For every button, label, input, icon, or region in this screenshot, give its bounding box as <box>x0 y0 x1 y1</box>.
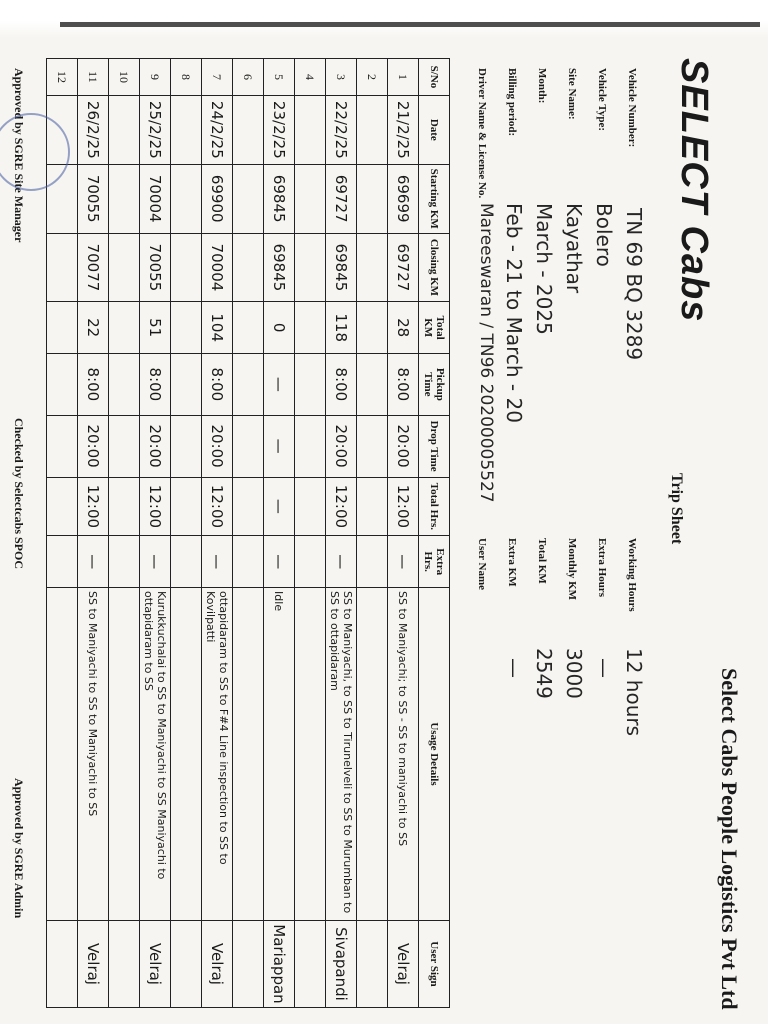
table-cell: 22/2/25 <box>326 95 357 164</box>
monthly-km-label: Monthly KM <box>566 538 578 601</box>
table-cell: 2 <box>357 59 388 96</box>
table-cell: SS to Maniyachi; to SS - SS to maniyachi to SS <box>388 588 419 921</box>
header-cell: Extra Hrs. <box>419 536 450 588</box>
table-cell <box>171 477 202 536</box>
table-row <box>295 59 326 1008</box>
table-cell: Velraj <box>78 920 109 1007</box>
table-cell: 20:00 <box>140 415 171 477</box>
brand-logo: SELECT Cabs <box>673 58 715 323</box>
table-cell <box>109 302 140 354</box>
table-row <box>388 59 419 1008</box>
driver-label: Driver Name & License No. <box>476 68 488 199</box>
company-name: Select Cabs People Logistics Pvt Ltd <box>717 668 742 1010</box>
working-hours-label: Working Hours <box>626 538 638 612</box>
header-cell: Closing KM <box>419 233 450 302</box>
table-cell: 70004 <box>202 233 233 302</box>
table-cell <box>233 354 264 416</box>
table-cell: 69727 <box>388 233 419 302</box>
table-cell <box>357 536 388 588</box>
table-cell: SS to Maniyachi, to SS to Tirunelveli to SS to Murumban to SS to ottapidaram <box>326 588 357 921</box>
table-cell: — <box>78 536 109 588</box>
table-cell: 23/2/25 <box>264 95 295 164</box>
table-cell <box>357 354 388 416</box>
table-cell: 20:00 <box>202 415 233 477</box>
table-cell: ottapidaram to SS to F#4 Line inspection to SS to Kovilpatti <box>202 588 233 921</box>
sheet-title: Trip Sheet <box>668 473 685 545</box>
table-cell <box>357 233 388 302</box>
table-cell <box>233 415 264 477</box>
table-cell: Sivapandi <box>326 920 357 1007</box>
table-cell: Idle <box>264 588 295 921</box>
extra-hours: — <box>592 658 616 678</box>
table-cell <box>171 415 202 477</box>
user-name-label: User Name <box>476 538 488 591</box>
table-cell: 7 <box>202 59 233 96</box>
table-cell <box>47 302 78 354</box>
table-cell <box>233 233 264 302</box>
table-cell: 20:00 <box>326 415 357 477</box>
table-cell <box>109 164 140 233</box>
table-cell: 1 <box>388 59 419 96</box>
table-cell: 0 <box>264 302 295 354</box>
table-cell <box>295 95 326 164</box>
table-cell <box>109 920 140 1007</box>
table-cell <box>233 536 264 588</box>
table-cell: 4 <box>295 59 326 96</box>
table-cell: Velraj <box>388 920 419 1007</box>
table-cell <box>357 302 388 354</box>
vehicle-type: Bolero <box>592 203 616 267</box>
table-cell: — <box>264 354 295 416</box>
table-cell: SS to Maniyachi to SS to Maniyachi to SS <box>78 588 109 921</box>
table-cell: 12 <box>47 59 78 96</box>
header-cell: Usage Details <box>419 588 450 921</box>
header-cell: Starting KM <box>419 164 450 233</box>
table-cell: 12:00 <box>326 477 357 536</box>
table-row <box>78 59 109 1008</box>
table-cell <box>109 354 140 416</box>
table-cell: — <box>264 477 295 536</box>
table-cell <box>47 536 78 588</box>
table-row <box>233 59 264 1008</box>
table-cell <box>109 588 140 921</box>
table-row <box>109 59 140 1008</box>
table-cell <box>295 415 326 477</box>
table-cell: 69845 <box>326 233 357 302</box>
table-row <box>202 59 233 1008</box>
table-cell: 5 <box>264 59 295 96</box>
table-cell <box>109 536 140 588</box>
table-cell: 20:00 <box>78 415 109 477</box>
table-cell <box>47 477 78 536</box>
table-cell: 11 <box>78 59 109 96</box>
header-cell: Total KM <box>419 302 450 354</box>
table-cell: 10 <box>109 59 140 96</box>
table-cell: 69845 <box>264 233 295 302</box>
header-cell: S/No <box>419 59 450 96</box>
table-cell: 9 <box>140 59 171 96</box>
table-cell: 3 <box>326 59 357 96</box>
table-cell <box>233 302 264 354</box>
working-hours: 12 hours <box>622 648 646 737</box>
site-name-label: Site Name: <box>566 68 578 120</box>
table-row <box>171 59 202 1008</box>
table-cell <box>171 588 202 921</box>
table-cell: Kurukkuchalai to SS to Maniyachi to SS Maniyachi to ottapidaram to SS <box>140 588 171 921</box>
table-cell: 25/2/25 <box>140 95 171 164</box>
table-cell <box>109 415 140 477</box>
table-cell: 12:00 <box>78 477 109 536</box>
table-cell: — <box>388 536 419 588</box>
vehicle-number-label: Vehicle Number: <box>626 68 638 148</box>
table-cell <box>47 354 78 416</box>
table-cell <box>295 354 326 416</box>
table-cell <box>295 477 326 536</box>
billing-label: Billing period: <box>506 68 518 137</box>
table-row <box>326 59 357 1008</box>
table-cell: — <box>140 536 171 588</box>
table-cell: 20:00 <box>388 415 419 477</box>
table-cell <box>47 920 78 1007</box>
vehicle-type-label: Vehicle Type: <box>596 68 608 132</box>
extra-km: — <box>502 658 526 678</box>
table-cell <box>109 95 140 164</box>
header-cell: Total Hrs. <box>419 477 450 536</box>
table-cell <box>109 233 140 302</box>
table-cell: 21/2/25 <box>388 95 419 164</box>
month: March - 2025 <box>532 203 556 335</box>
table-cell <box>171 164 202 233</box>
table-cell: Mariappan <box>264 920 295 1007</box>
table-cell: 118 <box>326 302 357 354</box>
table-cell: 69900 <box>202 164 233 233</box>
table-cell: 8:00 <box>326 354 357 416</box>
extra-hours-label: Extra Hours <box>596 538 608 597</box>
approved-admin: Approved by SGRE Admin <box>12 778 26 919</box>
table-cell: 104 <box>202 302 233 354</box>
table-cell: — <box>264 415 295 477</box>
table-cell <box>357 415 388 477</box>
table-cell <box>171 233 202 302</box>
table-row <box>357 59 388 1008</box>
table-cell: — <box>202 536 233 588</box>
table-cell: — <box>264 536 295 588</box>
table-cell: 8 <box>171 59 202 96</box>
table-row <box>140 59 171 1008</box>
table-cell: 12:00 <box>202 477 233 536</box>
header-cell: Drop Time <box>419 415 450 477</box>
table-cell: 70055 <box>78 164 109 233</box>
trip-table <box>46 58 450 1008</box>
table-cell <box>47 233 78 302</box>
table-cell <box>357 920 388 1007</box>
table-cell: 24/2/25 <box>202 95 233 164</box>
table-cell <box>171 95 202 164</box>
table-cell <box>295 920 326 1007</box>
table-cell: 8:00 <box>140 354 171 416</box>
table-cell <box>47 588 78 921</box>
billing-period: Feb - 21 to March - 20 <box>502 203 526 423</box>
table-cell: 69845 <box>264 164 295 233</box>
table-row <box>47 59 78 1008</box>
table-cell <box>295 588 326 921</box>
trip-sheet <box>10 18 750 1018</box>
table-cell: 6 <box>233 59 264 96</box>
month-label: Month: <box>536 68 548 104</box>
table-body <box>47 59 419 1008</box>
table-cell <box>295 233 326 302</box>
table-cell <box>109 477 140 536</box>
table-cell: — <box>326 536 357 588</box>
table-cell: 8:00 <box>388 354 419 416</box>
monthly-km: 3000 <box>562 648 586 699</box>
table-cell: 70055 <box>140 233 171 302</box>
header-cell: Pickup Time <box>419 354 450 416</box>
table-cell: 12:00 <box>140 477 171 536</box>
table-cell <box>295 536 326 588</box>
vehicle-number: TN 69 BQ 3289 <box>622 208 646 361</box>
table-cell: 8:00 <box>78 354 109 416</box>
table-cell: 51 <box>140 302 171 354</box>
table-cell <box>171 920 202 1007</box>
table-cell: 69699 <box>388 164 419 233</box>
table-cell: 22 <box>78 302 109 354</box>
table-cell: 26/2/25 <box>78 95 109 164</box>
site-name: Kayathar <box>562 203 586 294</box>
table-cell <box>233 477 264 536</box>
table-cell: 8:00 <box>202 354 233 416</box>
table-cell <box>171 354 202 416</box>
table-cell: 28 <box>388 302 419 354</box>
table-cell <box>233 164 264 233</box>
driver-name: Mareeswaran / TN96 20200005527 <box>476 203 496 503</box>
table-row <box>264 59 295 1008</box>
table-cell <box>357 164 388 233</box>
table-cell <box>233 95 264 164</box>
table-cell <box>357 588 388 921</box>
table-cell: 69727 <box>326 164 357 233</box>
table-cell <box>357 477 388 536</box>
table-cell <box>233 920 264 1007</box>
table-cell: 12:00 <box>388 477 419 536</box>
approved-site-manager: Approved by SGRE Site Manager <box>12 68 26 243</box>
total-km-label: Total KM <box>536 538 548 584</box>
table-cell: Velraj <box>140 920 171 1007</box>
table-header-row <box>419 59 450 1008</box>
table-cell <box>295 164 326 233</box>
table-cell <box>295 302 326 354</box>
header-cell: User Sign <box>419 920 450 1007</box>
table-cell: Velraj <box>202 920 233 1007</box>
table-cell <box>233 588 264 921</box>
table-cell <box>171 536 202 588</box>
table-cell <box>47 415 78 477</box>
checked-by-spoc: Checked by Selectcabs SPOC <box>12 418 26 569</box>
table-cell <box>171 302 202 354</box>
table-cell: 70004 <box>140 164 171 233</box>
table-cell <box>357 95 388 164</box>
extra-km-label: Extra KM <box>506 538 518 587</box>
table-cell: 70077 <box>78 233 109 302</box>
header-cell: Date <box>419 95 450 164</box>
total-km: 2549 <box>532 648 556 699</box>
